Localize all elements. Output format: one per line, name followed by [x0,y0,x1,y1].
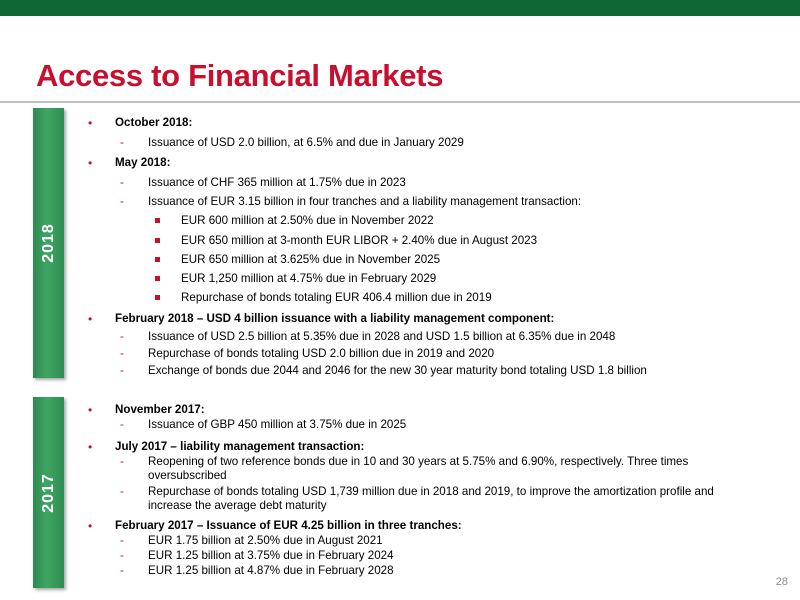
year-tab-2018 [33,108,64,378]
dash-text: Issuance of USD 2.5 billion at 5.35% due in 2028 and USD 1.5 billion at 6.35% due in 2048 [148,330,616,343]
slide-title: Access to Financial Markets [36,58,444,93]
dash-marker: - [120,136,124,149]
bullet-marker: • [88,156,93,170]
square-bullet [155,295,160,300]
dash-text: EUR 1.25 billion at 3.75% due in February 2024 [148,549,394,562]
dash-text: Repurchase of bonds totaling USD 2.0 billion due in 2019 and 2020 [148,347,495,360]
dash-text: Issuance of CHF 365 million at 1.75% due in 2023 [148,176,406,189]
dash-marker: - [120,195,124,208]
dash-text: Issuance of USD 2.0 billion, at 6.5% and due in January 2029 [148,136,464,149]
dash-marker: - [120,534,124,547]
bullet-heading: February 2018 – USD 4 billion issuance with a liability management component: [115,312,555,325]
title-divider [0,101,800,103]
dash-text: Repurchase of bonds totaling USD 1,739 million due in 2018 and 2019, to improve the amortization profile and increase the average debt maturity [148,485,714,512]
dash-marker: - [120,418,124,431]
sub-text: Repurchase of bonds totaling EUR 406.4 million due in 2019 [181,291,492,304]
bullet-heading: May 2018: [115,156,171,169]
year-label: 2017 [39,472,57,513]
dash-marker: - [120,347,124,360]
top-brand-bar [0,0,800,16]
bullet-marker: • [88,116,93,130]
square-bullet [155,238,160,243]
dash-marker: - [120,455,124,468]
square-bullet [155,276,160,281]
square-bullet [155,257,160,262]
bullet-marker: • [88,403,93,417]
bullet-heading: July 2017 – liability management transaction: [115,440,365,453]
bullet-marker: • [88,312,93,326]
dash-marker: - [120,485,124,498]
dash-marker: - [120,330,124,343]
dash-marker: - [120,176,124,189]
page-number: 28 [775,576,788,588]
dash-text: Reopening of two reference bonds due in 10 and 30 years at 5.75% and 6.90%, respectively. Three times oversubscribed [148,455,689,482]
dash-text: Issuance of GBP 450 million at 3.75% due in 2025 [148,418,407,431]
sub-text: EUR 1,250 million at 4.75% due in February 2029 [181,272,437,285]
bullet-marker: • [88,440,93,454]
bullet-heading: November 2017: [115,403,205,416]
year-tab-2017 [33,397,64,588]
dash-text: Issuance of EUR 3.15 billion in four tranches and a liability management transaction: [148,195,582,208]
bullet-heading: October 2018: [115,116,193,129]
sub-text: EUR 650 million at 3-month EUR LIBOR + 2.40% due in August 2023 [181,234,538,247]
dash-marker: - [120,364,124,377]
dash-marker: - [120,564,124,577]
square-bullet [155,218,160,223]
sub-text: EUR 650 million at 3.625% due in November 2025 [181,253,441,266]
bullet-marker: • [88,519,93,533]
dash-text: EUR 1.75 billion at 2.50% due in August 2021 [148,534,383,547]
bullet-heading: February 2017 – Issuance of EUR 4.25 billion in three tranches: [115,519,462,532]
dash-text: Exchange of bonds due 2044 and 2046 for the new 30 year maturity bond totaling USD 1.8 billion [148,364,647,377]
year-label: 2018 [39,223,57,263]
sub-text: EUR 600 million at 2.50% due in November 2022 [181,214,434,227]
dash-marker: - [120,549,124,562]
dash-text: EUR 1.25 billion at 4.87% due in February 2028 [148,564,394,577]
